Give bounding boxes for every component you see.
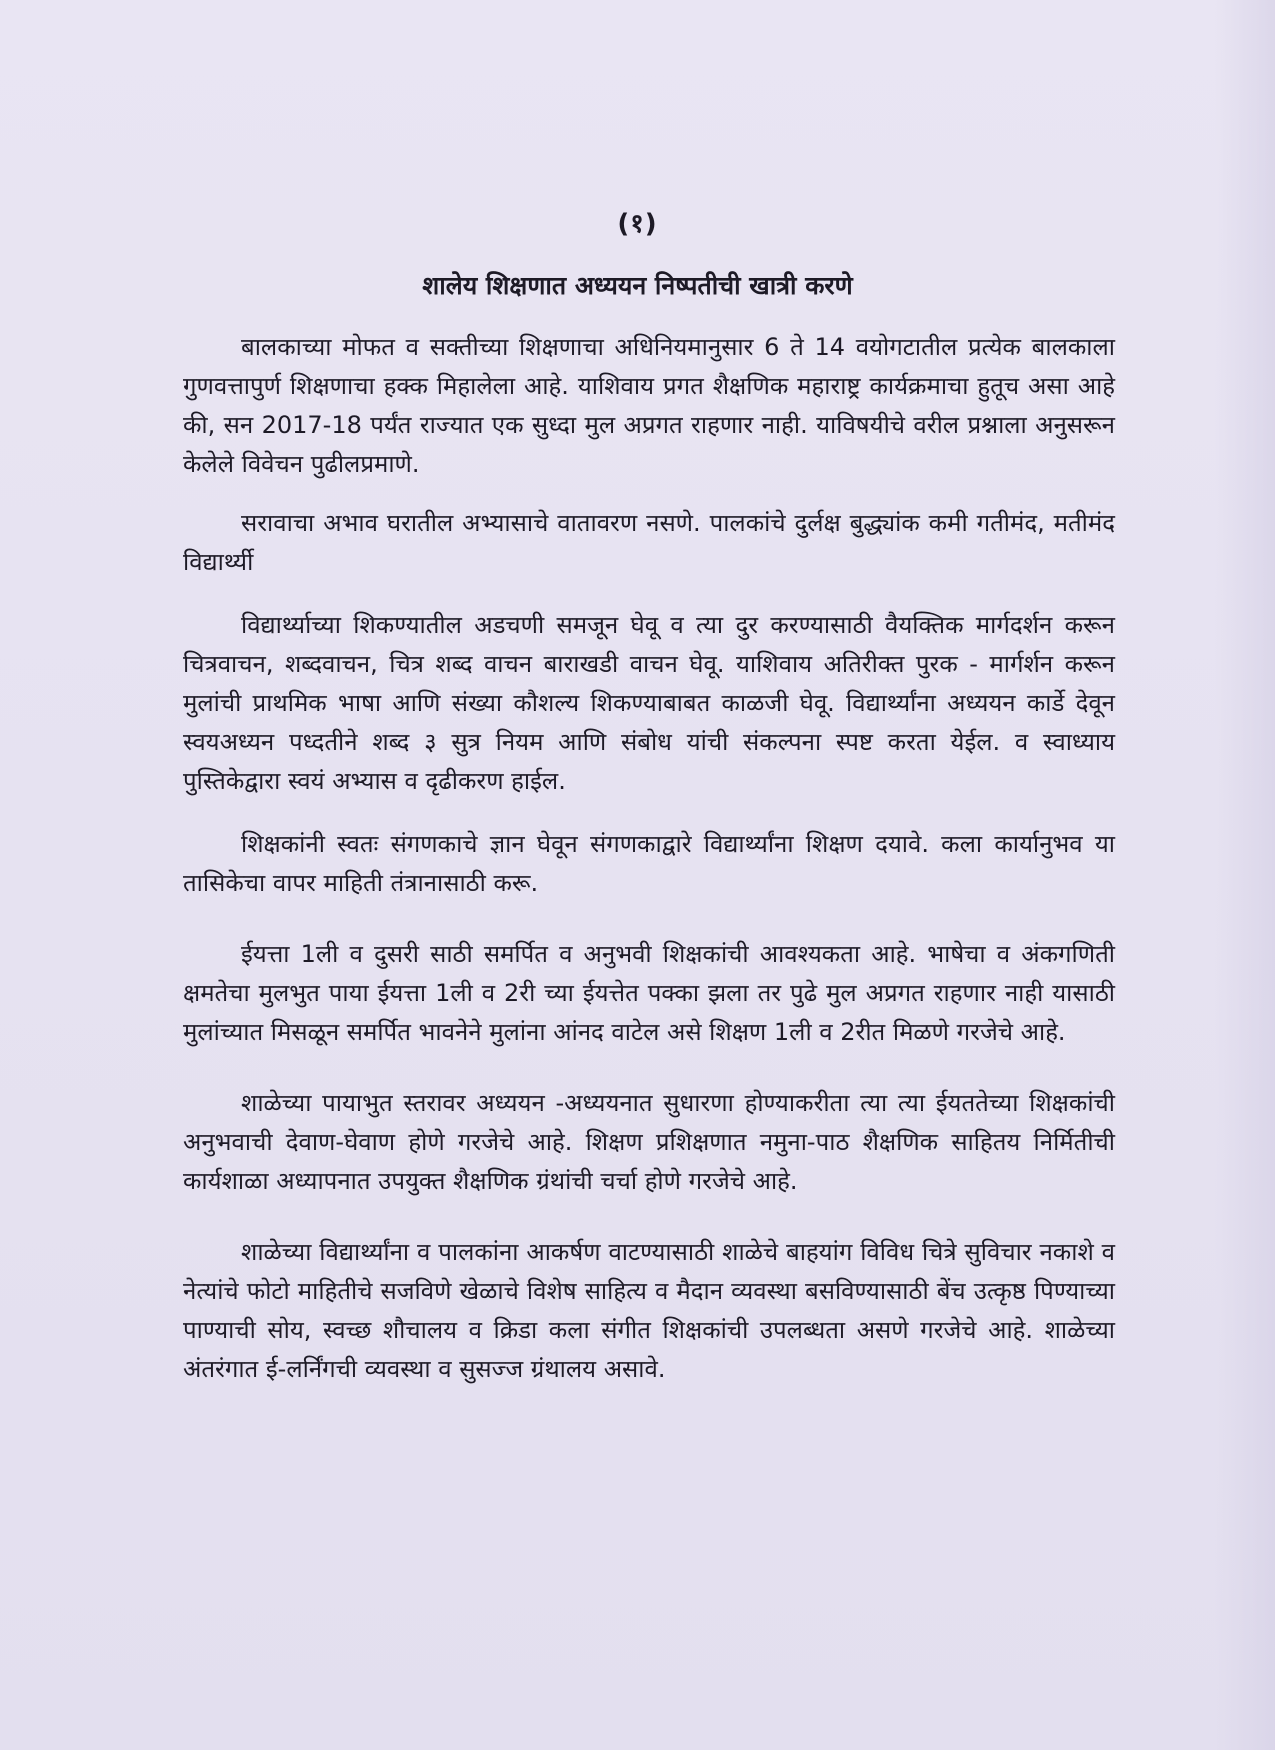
- paragraph: बालकाच्या मोफत व सक्तीच्या शिक्षणाचा अधिनियमानुसार 6 ते 14 वयोगटातील प्रत्येक बालकाला गुणवत्तापुर्ण शिक्षणाचा हक्क मिहालेला आहे. याशिवाय प्रगत शैक्षणिक महाराष्ट्र कार्यक्रमाचा हुतूच असा आहे की, सन 2017-18 पर्यंत राज्यात एक सुध्दा मुल अप्रगत राहणार नाही. याविषयीचे वरील प्रश्नाला अनुसरून केलेले विवेचन पुढीलप्रमाणे.: [183, 333, 1115, 478]
- paragraph: ईयत्ता 1ली व दुसरी साठी समर्पित व अनुभवी शिक्षकांची आवश्यकता आहे. भाषेचा व अंकगणिती क्षमतेचा मुलभुत पाया ईयत्ता 1ली व 2री च्या ईयत्तेत पक्का झला तर पुढे मुल अप्रगत राहणार नाही यासाठी मुलांच्यात मिसळून समर्पित भावनेने मुलांना आंनद वाटेल असे शिक्षण 1ली व 2रीत मिळणे गरजेचे आहे.: [183, 940, 1115, 1046]
- paragraph: शाळेच्या विद्यार्थ्यांना व पालकांना आकर्षण वाटण्यासाठी शाळेचे बाहयांग विविध चित्रे सुविचार नकाशे व नेत्यांचे फोटो माहितीचे सजविणे खेळाचे विशेष साहित्य व मैदान व्यवस्था बसविण्यासाठी बेंच उत्कृष्ठ पिण्याच्या पाण्याची सोय, स्वच्छ शौचालय व क्रिडा कला संगीत शिक्षकांची उपलब्धता असणे गरजेचे आहे. शाळेच्या अंतरंगात ई-लर्निंगची व्यवस्था व सुसज्ज ग्रंथालय असावे.: [183, 1238, 1115, 1383]
- paragraph: शाळेच्या पायाभुत स्तरावर अध्ययन -अध्ययनात सुधारणा होण्याकरीता त्या त्या ईयततेच्या शिक्षकांची अनुभवाची देवाण-घेवाण होणे गरजेचे आहे. शिक्षण प्रशिक्षणात नमुना-पाठ शैक्षणिक साहितय निर्मितीची कार्यशाळा अध्यापनात उपयुक्त शैक्षणिक ग्रंथांची चर्चा होणे गरजेचे आहे.: [183, 1089, 1115, 1195]
- paragraph: विद्यार्थ्याच्या शिकण्यातील अडचणी समजून घेवू व त्या दुर करण्यासाठी वैयक्तिक मार्गदर्शन करून चित्रवाचन, शब्दवाचन, चित्र शब्द वाचन बाराखडी वाचन घेवू. याशिवाय अतिरीक्त पुरक - मार्गर्शन करून मुलांची प्राथमिक भाषा आणि संख्या कौशल्य शिकण्याबाबत काळजी घेवू. विद्यार्थ्यांना अध्ययन कार्डे देवून स्वयअध्यन पध्दतीने शब्द ३ सुत्र नियम आणि संबोध यांची संकल्पना स्पष्ट करता येईल. व स्वाध्याय पुस्तिकेद्वारा स्वयं अभ्यास व दृढीकरण हाईल.: [183, 611, 1115, 795]
- paragraph: सरावाचा अभाव घरातील अभ्यासाचे वातावरण नसणे. पालकांचे दुर्लक्ष बुद्ध्यांक कमी गतीमंद, मतीमंद विद्यार्थ्यी: [183, 509, 1115, 576]
- document-body: [183, 328, 1115, 1389]
- paragraph: शिक्षकांनी स्वतः संगणकाचे ज्ञान घेवून संगणकाद्वारे विद्यार्थ्यांना शिक्षण दयावे. कला कार्यानुभव या तासिकेचा वापर माहिती तंत्रानासाठी करू.: [183, 830, 1115, 897]
- page-number: (१): [617, 209, 658, 239]
- document-title: शालेय शिक्षणात अध्ययन निष्पतीची खात्री करणे: [422, 271, 853, 300]
- scan-shadow: [1215, 0, 1275, 1750]
